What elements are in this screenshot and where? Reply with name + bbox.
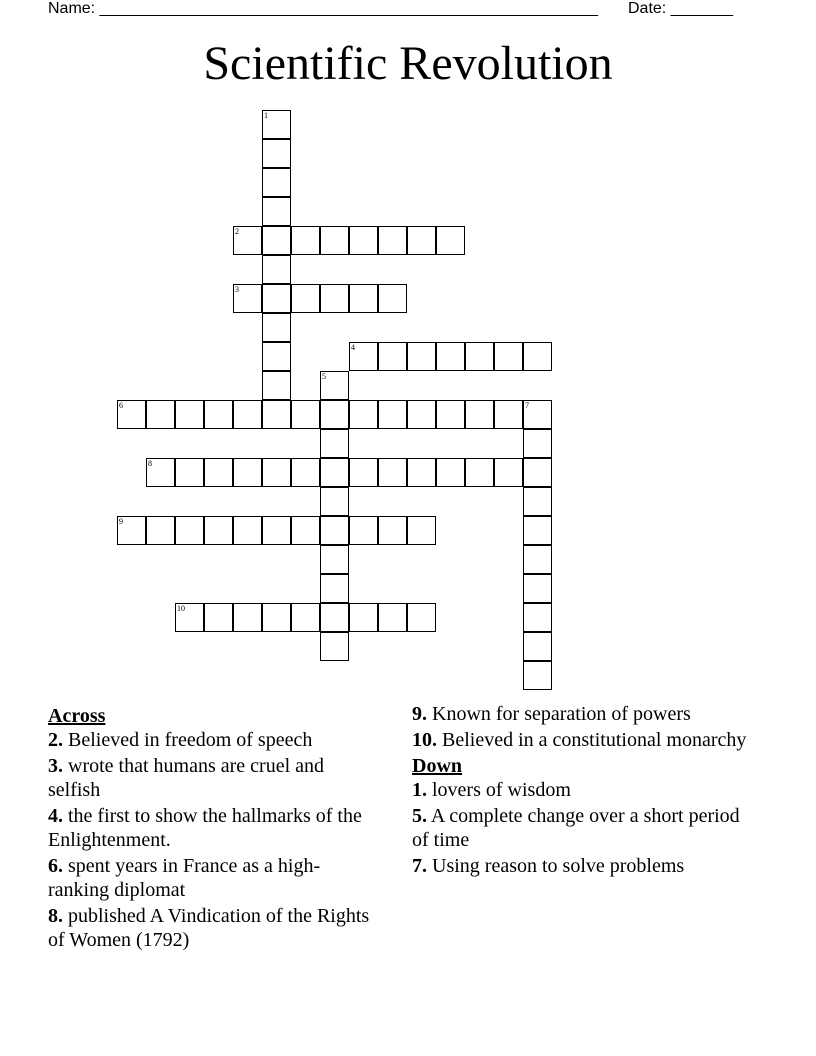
clue — [48, 754, 378, 802]
crossword-cell[interactable] — [291, 603, 320, 632]
date-field-label: Date: _______ — [628, 0, 733, 17]
crossword-cell[interactable] — [523, 429, 552, 458]
crossword-cell[interactable] — [262, 284, 291, 313]
crossword-cell[interactable] — [349, 342, 378, 371]
clue-number-label: 2. — [48, 729, 63, 751]
clue — [412, 804, 752, 852]
crossword-cell[interactable] — [262, 313, 291, 342]
crossword-cell[interactable] — [494, 342, 523, 371]
crossword-cell[interactable] — [262, 255, 291, 284]
clue-number: 4 — [351, 343, 355, 352]
clue-number: 1 — [264, 111, 268, 120]
clue-number-label: 6. — [48, 855, 63, 877]
crossword-cell[interactable] — [378, 342, 407, 371]
crossword-cell[interactable] — [117, 516, 146, 545]
across-clue-list — [48, 728, 378, 952]
clue-number-label: 9. — [412, 703, 427, 725]
crossword-cell[interactable] — [378, 458, 407, 487]
crossword-cell[interactable] — [262, 458, 291, 487]
clue-text: the first to show the hallmarks of the Enlightenment. — [48, 805, 362, 851]
crossword-cell[interactable] — [233, 226, 262, 255]
clue — [412, 702, 752, 726]
crossword-cell[interactable] — [436, 458, 465, 487]
clue-number-label: 7. — [412, 855, 427, 877]
clue-text: Believed in freedom of speech — [63, 729, 313, 751]
clue-text: Known for separation of powers — [427, 703, 691, 725]
clue-number: 3 — [235, 285, 239, 294]
crossword-cell[interactable] — [523, 400, 552, 429]
crossword-cell[interactable] — [407, 458, 436, 487]
crossword-cell[interactable] — [523, 458, 552, 487]
crossword-cell[interactable] — [262, 400, 291, 429]
clue-text: Using reason to solve problems — [427, 855, 685, 877]
crossword-cell[interactable] — [320, 516, 349, 545]
clue-number: 6 — [119, 401, 123, 410]
crossword-cell[interactable] — [291, 516, 320, 545]
crossword-cell[interactable] — [523, 342, 552, 371]
page-title: Scientific Revolution — [203, 37, 613, 90]
crossword-cell[interactable] — [465, 458, 494, 487]
clue — [48, 854, 378, 902]
crossword-cell[interactable] — [262, 226, 291, 255]
crossword-cell[interactable] — [436, 342, 465, 371]
name-field-label: Name: ________________________________________________________ — [48, 0, 598, 17]
crossword-cell[interactable] — [494, 400, 523, 429]
down-clue-list — [412, 778, 752, 878]
crossword-cell[interactable] — [349, 603, 378, 632]
crossword-cell[interactable] — [407, 342, 436, 371]
crossword-cell[interactable] — [523, 516, 552, 545]
crossword-cell[interactable] — [175, 516, 204, 545]
clue-number: 8 — [148, 459, 152, 468]
clue — [412, 854, 752, 878]
crossword-cell[interactable] — [291, 284, 320, 313]
crossword-cell[interactable] — [291, 400, 320, 429]
crossword-cell[interactable] — [523, 574, 552, 603]
crossword-cell[interactable] — [349, 226, 378, 255]
crossword-cell[interactable] — [262, 342, 291, 371]
across-heading: Across — [48, 705, 106, 727]
crossword-cell[interactable] — [320, 458, 349, 487]
crossword-cell[interactable] — [262, 139, 291, 168]
crossword-cell[interactable] — [146, 516, 175, 545]
crossword-cell[interactable] — [320, 487, 349, 516]
clue — [48, 804, 378, 852]
crossword-cell[interactable] — [320, 545, 349, 574]
clue-number: 9 — [119, 517, 123, 526]
crossword-cell[interactable] — [204, 458, 233, 487]
crossword-cell[interactable] — [262, 197, 291, 226]
clue-text: A complete change over a short period of time — [412, 805, 740, 851]
crossword-cell[interactable] — [204, 516, 233, 545]
crossword-cell[interactable] — [407, 226, 436, 255]
crossword-cell[interactable] — [349, 400, 378, 429]
clues-column-right — [412, 702, 752, 880]
crossword-cell[interactable] — [320, 632, 349, 661]
clue — [412, 778, 752, 802]
across-clue-list-continued — [412, 702, 752, 752]
crossword-cell[interactable] — [175, 400, 204, 429]
crossword-cell[interactable] — [320, 574, 349, 603]
crossword-cell[interactable] — [465, 342, 494, 371]
crossword-cell[interactable] — [378, 284, 407, 313]
clue-text: Believed in a constitutional monarchy — [437, 729, 747, 751]
crossword-cell[interactable] — [320, 284, 349, 313]
crossword-cell[interactable] — [233, 400, 262, 429]
crossword-cell[interactable] — [146, 400, 175, 429]
crossword-cell[interactable] — [262, 371, 291, 400]
crossword-cell[interactable] — [523, 661, 552, 690]
clue-text: spent years in France as a high-ranking diplomat — [48, 855, 321, 901]
clue-number: 2 — [235, 227, 239, 236]
crossword-cell[interactable] — [291, 226, 320, 255]
clue-number: 7 — [525, 401, 529, 410]
clue-number-label: 1. — [412, 779, 427, 801]
down-heading: Down — [412, 755, 463, 777]
crossword-cell[interactable] — [465, 400, 494, 429]
clue-number-label: 5. — [412, 805, 427, 827]
clue — [48, 904, 378, 952]
crossword-cell[interactable] — [233, 284, 262, 313]
crossword-cell[interactable] — [204, 603, 233, 632]
crossword-cell[interactable] — [117, 400, 146, 429]
clue-text: published A Vindication of the Rights of Women (1792) — [48, 905, 370, 951]
crossword-cell[interactable] — [233, 603, 262, 632]
clue-number-label: 10. — [412, 729, 437, 751]
clue-number-label: 8. — [48, 905, 63, 927]
crossword-cell[interactable] — [523, 632, 552, 661]
clue — [412, 728, 752, 752]
crossword-cell[interactable] — [494, 458, 523, 487]
clue — [48, 728, 378, 752]
crossword-cell[interactable] — [320, 429, 349, 458]
crossword-cell[interactable] — [262, 110, 291, 139]
clues-column-left — [48, 702, 378, 954]
crossword-cell[interactable] — [233, 516, 262, 545]
crossword-cell[interactable] — [378, 226, 407, 255]
crossword-cell[interactable] — [262, 516, 291, 545]
crossword-cell[interactable] — [378, 400, 407, 429]
clue-number: 5 — [322, 372, 326, 381]
crossword-cell[interactable] — [349, 458, 378, 487]
crossword-cell[interactable] — [146, 458, 175, 487]
crossword-cell[interactable] — [262, 168, 291, 197]
clue-text: wrote that humans are cruel and selfish — [48, 755, 325, 801]
crossword-cell[interactable] — [291, 458, 320, 487]
crossword-cell[interactable] — [233, 458, 262, 487]
crossword-cell[interactable] — [378, 516, 407, 545]
crossword-cell[interactable] — [320, 603, 349, 632]
crossword-cell[interactable] — [436, 400, 465, 429]
crossword-cell[interactable] — [407, 400, 436, 429]
clue-number-label: 3. — [48, 755, 63, 777]
crossword-cell[interactable] — [407, 516, 436, 545]
crossword-cell[interactable] — [320, 400, 349, 429]
crossword-cell[interactable] — [204, 400, 233, 429]
crossword-cell[interactable] — [349, 516, 378, 545]
crossword-cell[interactable] — [320, 226, 349, 255]
crossword-cell[interactable] — [523, 545, 552, 574]
clue-number: 10 — [177, 604, 185, 613]
crossword-cell[interactable] — [349, 284, 378, 313]
crossword-cell[interactable] — [436, 226, 465, 255]
crossword-cell[interactable] — [320, 371, 349, 400]
header — [48, 0, 748, 20]
crossword-cell[interactable] — [262, 603, 291, 632]
crossword-cell[interactable] — [175, 458, 204, 487]
crossword-cell[interactable] — [378, 603, 407, 632]
crossword-cell[interactable] — [523, 487, 552, 516]
clue-text: lovers of wisdom — [427, 779, 571, 801]
clue-number-label: 4. — [48, 805, 63, 827]
crossword-cell[interactable] — [523, 603, 552, 632]
crossword-cell[interactable] — [407, 603, 436, 632]
crossword-cell[interactable] — [175, 603, 204, 632]
